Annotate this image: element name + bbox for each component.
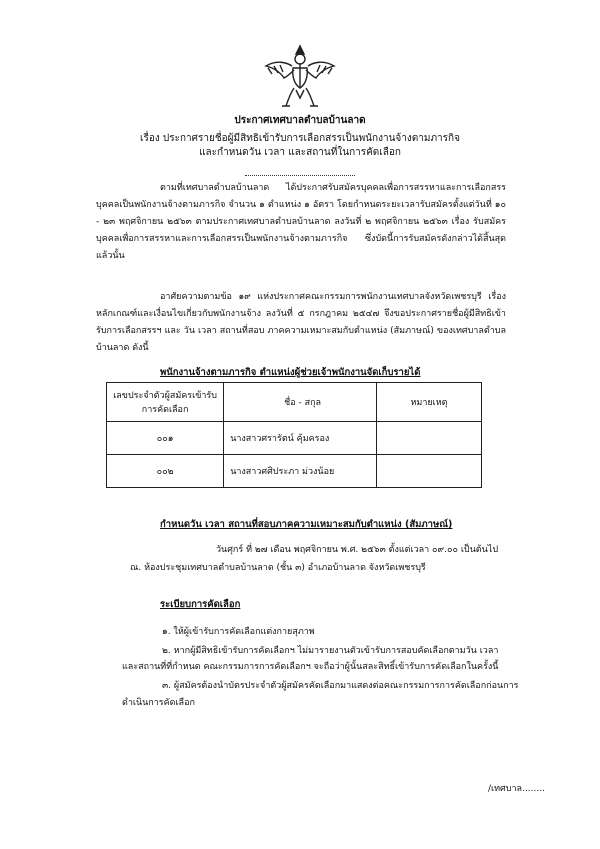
column-header-name: ชื่อ - สกุล xyxy=(224,383,377,422)
remarks-cell xyxy=(377,422,482,455)
rule-item-1: ๑. ให้ผู้เข้ารับการคัดเลือกแต่งกายสุภาพ xyxy=(162,627,315,637)
rule-item-3: ๓. ผู้สมัครต้องนำบัตรประจำตัวผู้สมัครคัดเลือกมาแสดงต่อคณะกรรมการการคัดเลือกก่อนการ xyxy=(162,681,519,691)
applicant-name-cell: นางสาวศรารัตน์ คุ้มครอง xyxy=(224,422,377,455)
rules-heading: ระเบียบการคัดเลือก xyxy=(160,599,241,610)
column-header-applicant-number: เลขประจำตัวผู้สมัครเข้ารับการคัดเลือก xyxy=(107,383,224,422)
dotted-divider xyxy=(245,175,355,176)
remarks-cell xyxy=(377,455,482,488)
schedule-date-line: วันศุกร์ ที่ ๒๗ เดือน พฤศจิกายน พ.ศ. ๒๕๖๓ ตั้งแต่เวลา ๐๙.๐๐ เป็นต้นไป xyxy=(216,545,499,555)
garuda-emblem-icon xyxy=(262,42,338,110)
candidates-table xyxy=(106,382,482,488)
position-title: พนักงานจ้างตามภารกิจ ตำแหน่งผู้ช่วยเจ้าพนักงานจัดเก็บรายได้ xyxy=(160,367,421,378)
table-row xyxy=(107,422,482,455)
announcement-title: ประกาศเทศบาลตำบลบ้านลาด xyxy=(234,115,366,126)
table-header-row xyxy=(107,383,482,422)
rule-item-2: ๒. หากผู้มีสิทธิเข้ารับการคัดเลือกฯ ไม่มารายงานตัวเข้ารับการสอบคัดเลือกตามวัน เวลา xyxy=(162,646,499,656)
page-continuation-marker: /เทศบาล........ xyxy=(488,784,545,794)
column-header-remarks: หมายเหตุ xyxy=(377,383,482,422)
applicant-number-cell: ๐๐๒ xyxy=(107,455,224,488)
rule-item-2-continued: และสถานที่ที่กำหนด คณะกรรมการการคัดเลือกฯ จะถือว่าผู้นั้นสละสิทธิ์เข้ารับการคัดเลือกในครั้งนี้ xyxy=(122,662,499,672)
schedule-heading: กำหนดวัน เวลา สถานที่สอบภาคความเหมาะสมกับตำแหน่ง (สัมภาษณ์) xyxy=(160,519,453,530)
applicant-number-cell: ๐๐๑ xyxy=(107,422,224,455)
authority-paragraph-text: อาศัยความตามข้อ ๑๙ แห่งประกาศคณะกรรมการพนักงานเทศบาลจังหวัดเพชรบุรี เรื่อง หลักเกณฑ์และเงื่อนไขเกี่ยวกับพนักงานจ้าง ลงวันที่ ๕ กรกฎาคม ๒๕๔๗ จึงขอประกาศรายชื่อผู้มีสิทธิเข้ารับการเลือกสรรฯ และ วัน เวลา สถานที่สอบ ภาคความเหมาะสมกับตำแหน่ง (สัมภาษณ์) ของเทศบาลตำบลบ้านลาด ดังนี้ xyxy=(96,292,506,353)
applicant-name-cell: นางสาวศศิประภา ม่วงน้อย xyxy=(224,455,377,488)
subject-line-2: และกำหนดวัน เวลา และสถานที่ในการคัดเลือก xyxy=(199,147,401,158)
schedule-location-line: ณ. ห้องประชุมเทศบาลตำบลบ้านลาด (ชั้น ๓) อำเภอบ้านลาด จังหวัดเพชรบุรี xyxy=(130,563,426,573)
subject-line-1: เรื่อง ประกาศรายชื่อผู้มีสิทธิเข้ารับการเลือกสรรเป็นพนักงานจ้างตามภารกิจ xyxy=(140,133,460,144)
table-row xyxy=(107,455,482,488)
intro-paragraph-text: ตามที่เทศบาลตำบลบ้านลาด ได้ประกาศรับสมัครบุคคลเพื่อการสรรหาและการเลือกสรรบุคคลเป็นพนักงานจ้างตามภารกิจ จำนวน ๑ ตำแหน่ง ๑ อัตรา โดยกำหนดระยะเวลารับสมัครตั้งแต่วันที่ ๑๐ - ๒๓ พฤศจิกายน ๒๕๖๓ ตามประกาศเทศบาลตำบลบ้านลาด ลงวันที่ ๒ พฤศจิกายน ๒๕๖๓ เรื่อง รับสมัครบุคคลเพื่อการสรรหาและการเลือกสรรเป็นพนักงานจ้างตามภารกิจ ซึ่งบัดนี้การรับสมัครดังกล่าวได้สิ้นสุดแล้วนั้น xyxy=(96,183,506,261)
rule-item-3-continued: ดำเนินการคัดเลือก xyxy=(122,698,195,708)
authority-paragraph xyxy=(96,289,506,357)
intro-paragraph xyxy=(96,180,506,265)
